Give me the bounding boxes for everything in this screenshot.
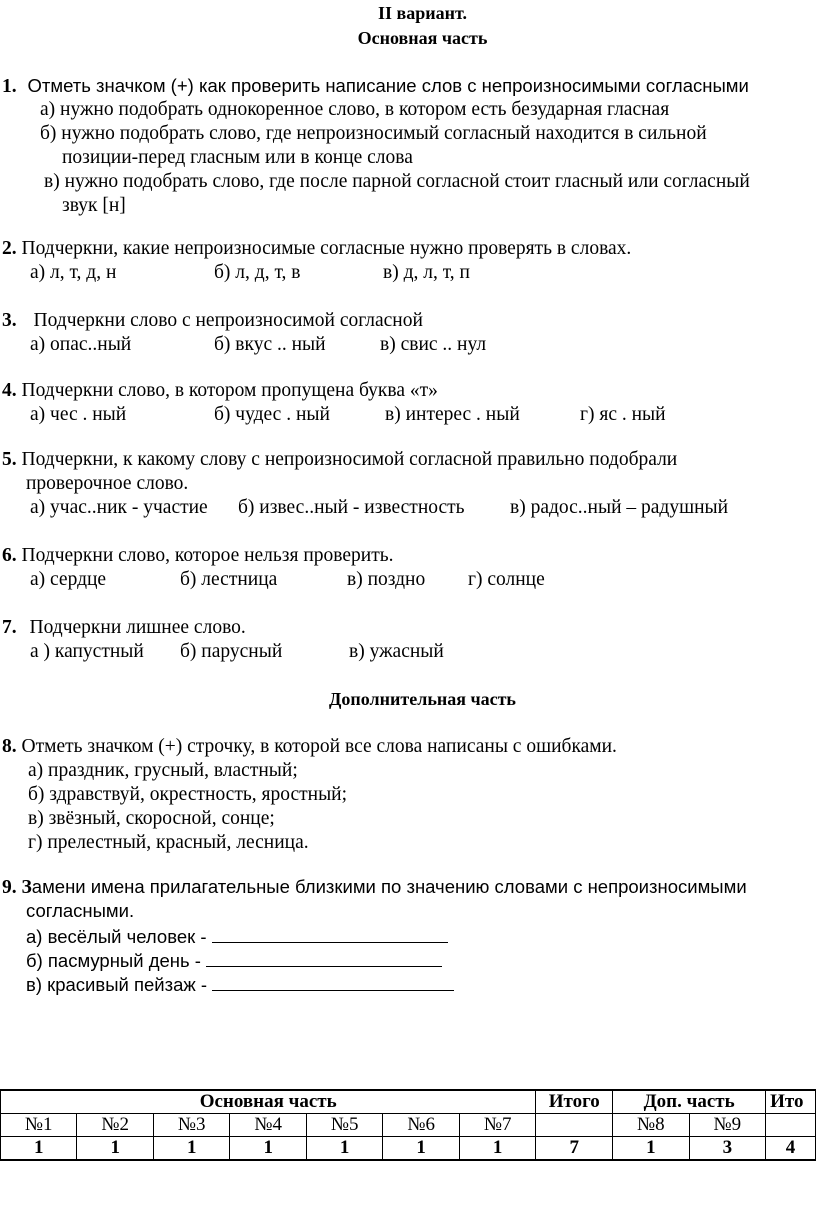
question-number: 4. — [2, 380, 17, 401]
score-value-cell: 3 — [689, 1137, 765, 1161]
score-label-cell: №4 — [230, 1114, 306, 1137]
main-part-title: Основная часть — [357, 28, 488, 48]
q8-option-a: а) праздник, грусный, властный; — [28, 760, 298, 781]
question-2 — [2, 238, 631, 260]
question-number: 8. — [2, 736, 17, 757]
question-6 — [2, 545, 394, 567]
q1-option-b: б) нужно подобрать слово, где непроизносимый согласный находится в сильной — [40, 123, 707, 144]
q2-option-c: в) д, л, т, п — [383, 262, 470, 283]
score-header-main: Основная часть — [1, 1090, 536, 1114]
question-number: 7. — [2, 617, 17, 638]
score-value-cell: 1 — [153, 1137, 229, 1161]
question-5-cont: проверочное слово. — [26, 473, 189, 494]
q9-option-b-label: б) пасмурный день - — [26, 950, 201, 971]
q6-option-c: в) поздно — [347, 569, 426, 590]
q3-option-c: в) свис .. нул — [380, 334, 487, 355]
q5-option-a: а) учас..ник - участие — [30, 497, 208, 518]
q5-option-c: в) радос..ный – радушный — [510, 497, 729, 518]
q4-option-a: а) чес . ный — [30, 404, 127, 425]
question-number: 2. — [2, 238, 17, 259]
score-value-cell: 1 — [383, 1137, 459, 1161]
question-number: 9. З — [2, 877, 32, 898]
q5-option-b: б) извес..ный - известность — [238, 497, 465, 518]
score-header-total: Итого — [536, 1090, 613, 1114]
q9-option-c — [26, 974, 454, 996]
score-label-cell — [766, 1114, 816, 1137]
score-value-cell: 1 — [77, 1137, 153, 1161]
q9-option-b — [26, 950, 442, 972]
score-table — [0, 1089, 816, 1161]
q2-option-a: а) л, т, д, н — [30, 262, 117, 283]
answer-blank[interactable] — [212, 974, 454, 991]
question-5 — [2, 449, 677, 471]
q4-option-c: в) интерес . ный — [385, 404, 520, 425]
q7-option-c: в) ужасный — [349, 641, 444, 662]
q1-option-c-cont: звук [н] — [62, 195, 126, 216]
score-value-cell: 1 — [613, 1137, 689, 1161]
question-text: амени имена прилагательные близкими по значению словами с непроизносимыми — [31, 876, 747, 897]
question-9 — [2, 876, 747, 899]
question-9-cont: согласными. — [26, 900, 135, 921]
score-value-cell: 1 — [230, 1137, 306, 1161]
q8-option-c: в) звёзный, скоросной, сонце; — [28, 808, 275, 829]
score-value-cell: 1 — [1, 1137, 77, 1161]
extra-part-title: Дополнительная часть — [329, 689, 516, 709]
variant-title: II вариант. — [378, 3, 467, 23]
q3-option-a: а) опас..ный — [30, 334, 132, 355]
question-8 — [2, 736, 617, 758]
question-7 — [2, 617, 246, 639]
q8-option-d: г) прелестный, красный, лесница. — [28, 832, 309, 853]
question-4 — [2, 380, 438, 402]
score-label-cell: №9 — [689, 1114, 765, 1137]
q9-option-a — [26, 926, 448, 948]
question-text: Отметь значком (+) как проверить написание слов с непроизносимыми согласными — [27, 75, 749, 96]
q6-option-a: а) сердце — [30, 569, 107, 590]
q4-option-b: б) чудес . ный — [214, 404, 330, 425]
question-number: 1. — [2, 76, 17, 97]
score-value-cell: 4 — [766, 1137, 816, 1161]
q3-option-b: б) вкус .. ный — [214, 334, 326, 355]
q9-option-c-label: в) красивый пейзаж - — [26, 974, 208, 995]
score-value-cell: 1 — [306, 1137, 382, 1161]
score-header-total-2: Ито — [766, 1090, 816, 1114]
score-label-cell: №1 — [1, 1114, 77, 1137]
q1-option-b-cont: позиции-перед гласным или в конце слова — [62, 147, 413, 168]
q6-option-b: б) лестница — [180, 569, 278, 590]
score-label-cell: №7 — [459, 1114, 535, 1137]
question-text: Подчеркни слово, которое нельзя проверить. — [21, 545, 394, 566]
q9-option-a-label: а) весёлый человек - — [26, 926, 207, 947]
q7-option-a: а ) капустный — [30, 641, 144, 662]
score-value-cell: 1 — [459, 1137, 535, 1161]
answer-blank[interactable] — [212, 926, 448, 943]
score-label-cell: №3 — [153, 1114, 229, 1137]
q2-option-b: б) л, д, т, в — [214, 262, 301, 283]
score-header-extra: Доп. часть — [613, 1090, 766, 1114]
question-number: 3. — [2, 310, 17, 331]
question-text: Подчеркни слово, в котором пропущена буква «т» — [21, 380, 438, 401]
q7-option-b: б) парусный — [180, 641, 283, 662]
score-value-cell: 7 — [536, 1137, 613, 1161]
q1-option-c: в) нужно подобрать слово, где после парной согласной стоит гласный или согласный — [44, 171, 750, 192]
question-text: Подчеркни слово с непроизносимой согласной — [33, 310, 423, 331]
question-number: 5. — [2, 449, 17, 470]
answer-blank[interactable] — [206, 950, 442, 967]
score-label-cell — [536, 1114, 613, 1137]
question-3 — [2, 310, 423, 332]
q8-option-b: б) здравствуй, окрестность, яростный; — [28, 784, 348, 805]
question-1 — [2, 75, 749, 98]
q1-option-a: а) нужно подобрать однокоренное слово, в котором есть безударная гласная — [40, 99, 670, 120]
q6-option-d: г) солнце — [468, 569, 545, 590]
q4-option-d: г) яс . ный — [580, 404, 666, 425]
question-text: Подчеркни, к какому слову с непроизносимой согласной правильно подобрали — [21, 449, 678, 470]
question-text: Подчеркни лишнее слово. — [29, 617, 246, 638]
question-text: Отметь значком (+) строчку, в которой все слова написаны с ошибками. — [21, 736, 617, 757]
score-label-cell: №2 — [77, 1114, 153, 1137]
score-label-cell: №8 — [613, 1114, 689, 1137]
question-number: 6. — [2, 545, 17, 566]
score-label-cell: №5 — [306, 1114, 382, 1137]
score-label-cell: №6 — [383, 1114, 459, 1137]
question-text: Подчеркни, какие непроизносимые согласные нужно проверять в словах. — [21, 238, 632, 259]
